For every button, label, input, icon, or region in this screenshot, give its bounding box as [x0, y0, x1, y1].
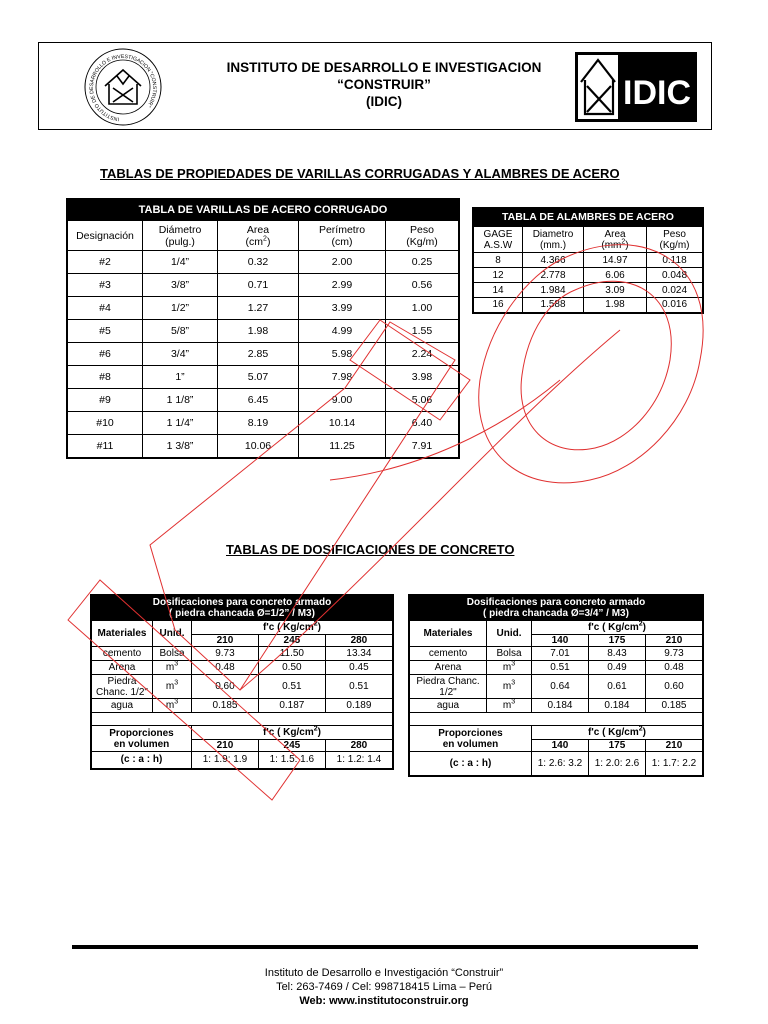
table-row [473, 283, 703, 298]
cell-ratio: 1: 1.2: 1.4 [325, 752, 393, 769]
cell-area: 3.09 [584, 283, 647, 298]
cell-gage: 12 [473, 268, 523, 283]
table-row [67, 366, 459, 389]
cell-area: 5.07 [218, 366, 299, 389]
cell-peso: 6.40 [386, 412, 460, 435]
rebar-table [66, 198, 460, 459]
cell-area: 14.97 [584, 253, 647, 268]
cell-value: 0.60 [645, 675, 703, 699]
cell-material: agua [409, 699, 487, 713]
section-title-properties: TABLAS DE PROPIEDADES DE VARILLAS CORRUGADAS Y ALAMBRES DE ACERO [100, 166, 620, 181]
cell-value: 0.64 [532, 675, 589, 699]
cell-perimetro: 7.98 [299, 366, 386, 389]
table-row [67, 274, 459, 297]
table-row [67, 251, 459, 274]
cell-area: 0.32 [218, 251, 299, 274]
footer [0, 966, 768, 1008]
table-row [67, 297, 459, 320]
cell-diametro: 5/8” [143, 320, 218, 343]
dosage-half-spacer [91, 713, 393, 726]
cell-peso: 0.56 [386, 274, 460, 297]
cell-area: 6.06 [584, 268, 647, 283]
cell-designacion: #9 [67, 389, 143, 412]
cell-diametro: 1” [143, 366, 218, 389]
cell-area: 2.85 [218, 343, 299, 366]
prop-strength-header: 210 [192, 740, 259, 752]
col-header-designacion: Designación [67, 221, 143, 251]
strength-header: 140 [532, 635, 589, 647]
cell-unit: Bolsa [153, 647, 192, 661]
cell-ratio: 1: 2.6: 3.2 [532, 752, 589, 776]
header-line-1: INSTITUTO DE DESARROLLO E INVESTIGACION [226, 60, 542, 75]
cell-unit: $m^3$ [487, 661, 532, 675]
cell-diametro: 1 3/8” [143, 435, 218, 459]
cell-value: 0.48 [192, 661, 259, 675]
cell-material: Piedra Chanc. 1/2" [91, 675, 153, 699]
institute-name [199, 59, 569, 110]
cell-perimetro: 4.99 [299, 320, 386, 343]
cell-value: 11.50 [258, 647, 325, 661]
cell-value: 0.187 [258, 699, 325, 713]
cell-area: 1.98 [218, 320, 299, 343]
cell-value: 0.184 [532, 699, 589, 713]
strength-header: 210 [192, 635, 259, 647]
cell-diametro: 1.984 [523, 283, 584, 298]
cell-unit: $m^3$ [487, 699, 532, 713]
cell-area: 6.45 [218, 389, 299, 412]
cell-value: 0.49 [588, 661, 645, 675]
dosage-table-half-inch [90, 594, 394, 770]
cell-diametro: 2.778 [523, 268, 584, 283]
prop-strength-header: 140 [532, 740, 589, 752]
table-row [409, 675, 703, 699]
cell-perimetro: 11.25 [299, 435, 386, 459]
cell-area: 1.98 [584, 298, 647, 313]
col-header-peso: Peso (Kg/m) [386, 221, 460, 251]
cell-value: 0.51 [532, 661, 589, 675]
cell-perimetro: 3.99 [299, 297, 386, 320]
cell-value: 9.73 [192, 647, 259, 661]
cell-area: 8.19 [218, 412, 299, 435]
cell-designacion: #5 [67, 320, 143, 343]
col-header-diametro: Diámetro (pulg.) [143, 221, 218, 251]
cell-gage: 14 [473, 283, 523, 298]
dosage-half-ratio-label: (c : a : h) [91, 752, 192, 769]
cell-area: 1.27 [218, 297, 299, 320]
cell-peso: 3.98 [386, 366, 460, 389]
cell-peso: 0.024 [647, 283, 704, 298]
cell-value: 13.34 [325, 647, 393, 661]
table-row [473, 253, 703, 268]
cell-material: agua [91, 699, 153, 713]
section-title-dosage: TABLAS DE DOSIFICACIONES DE CONCRETO [226, 542, 515, 557]
dosage-table-three-quarter-inch [408, 594, 704, 777]
cell-ratio: 1: 1.9: 1.9 [192, 752, 259, 769]
dosage-tq-fc-header: f'c ( $Kg/cm^2$) [532, 621, 704, 635]
table-row [473, 268, 703, 283]
cell-value: 7.01 [532, 647, 589, 661]
cell-designacion: #10 [67, 412, 143, 435]
header-box [38, 42, 712, 130]
cell-value: 0.189 [325, 699, 393, 713]
cell-material: Arena [91, 661, 153, 675]
cell-value: 0.184 [588, 699, 645, 713]
cell-value: 0.185 [192, 699, 259, 713]
cell-unit: $m^3$ [153, 699, 192, 713]
cell-ratio: 1: 2.0: 2.6 [588, 752, 645, 776]
table-row [67, 389, 459, 412]
cell-value: 0.51 [325, 675, 393, 699]
cell-gage: 8 [473, 253, 523, 268]
dosage-half-title: Dosificaciones para concreto armado ( piedra chancada Ø=1/2” / M3) [91, 595, 393, 621]
col-header-gage: GAGE A.S.W [473, 227, 523, 253]
table-row [67, 320, 459, 343]
cell-ratio: 1: 1.7: 2.2 [645, 752, 703, 776]
cell-material: cemento [409, 647, 487, 661]
cell-area: 0.71 [218, 274, 299, 297]
cell-value: 0.50 [258, 661, 325, 675]
col-header-diametro-mm: Diametro (mm.) [523, 227, 584, 253]
table-row [91, 699, 393, 713]
cell-perimetro: 2.00 [299, 251, 386, 274]
col-header-peso-kgm: Peso (Kg/m) [647, 227, 704, 253]
col-header-perimetro: Perímetro (cm) [299, 221, 386, 251]
cell-value: 0.60 [192, 675, 259, 699]
cell-peso: 1.00 [386, 297, 460, 320]
cell-material: cemento [91, 647, 153, 661]
cell-value: 0.45 [325, 661, 393, 675]
cell-gage: 16 [473, 298, 523, 313]
cell-value: 0.61 [588, 675, 645, 699]
table-row [473, 298, 703, 313]
prop-strength-header: 175 [588, 740, 645, 752]
col-header-area-mm: Area $(mm^2)$ [584, 227, 647, 253]
strength-header: 280 [325, 635, 393, 647]
wire-table-title: TABLA DE ALAMBRES DE ACERO [473, 208, 703, 227]
strength-header: 175 [588, 635, 645, 647]
dosage-half-fc-header-2: f'c ( $Kg/cm^2$) [192, 726, 394, 740]
dosage-half-col-unid: Unid. [153, 621, 192, 647]
dosage-tq-col-unid: Unid. [487, 621, 532, 647]
cell-diametro: 1/2” [143, 297, 218, 320]
prop-strength-header: 280 [325, 740, 393, 752]
cell-value: 9.73 [645, 647, 703, 661]
cell-perimetro: 10.14 [299, 412, 386, 435]
wire-table [472, 207, 704, 314]
footer-divider [72, 945, 698, 949]
cell-diametro: 4.366 [523, 253, 584, 268]
cell-designacion: #6 [67, 343, 143, 366]
cell-designacion: #2 [67, 251, 143, 274]
footer-contact: Tel: 263-7469 / Cel: 998718415 Lima – Perú [276, 981, 492, 993]
cell-unit: $m^3$ [487, 675, 532, 699]
dosage-half-proportions-label: Proporciones en volumen [91, 726, 192, 752]
prop-strength-header: 245 [258, 740, 325, 752]
col-header-area: Area $(cm^2)$ [218, 221, 299, 251]
dosage-tq-col-materiales: Materiales [409, 621, 487, 647]
institute-seal-logo [79, 46, 167, 128]
header-line-3: (IDIC) [366, 94, 402, 109]
table-row [91, 661, 393, 675]
dosage-tq-spacer [409, 713, 703, 726]
cell-designacion: #4 [67, 297, 143, 320]
cell-value: 0.48 [645, 661, 703, 675]
cell-designacion: #8 [67, 366, 143, 389]
header-line-2: “CONSTRUIR” [337, 77, 431, 92]
cell-diametro: 3/4” [143, 343, 218, 366]
table-row [91, 647, 393, 661]
cell-unit: Bolsa [487, 647, 532, 661]
idic-logo-text: IDIC [623, 74, 691, 112]
strength-header: 210 [645, 635, 703, 647]
cell-perimetro: 9.00 [299, 389, 386, 412]
cell-diametro: 1 1/4” [143, 412, 218, 435]
cell-peso: 0.25 [386, 251, 460, 274]
footer-institute: Instituto de Desarrollo e Investigación “Construir” [264, 967, 504, 979]
cell-perimetro: 2.99 [299, 274, 386, 297]
cell-peso: 0.048 [647, 268, 704, 283]
dosage-half-col-materiales: Materiales [91, 621, 153, 647]
cell-peso: 7.91 [386, 435, 460, 459]
cell-perimetro: 5.98 [299, 343, 386, 366]
cell-value: 8.43 [588, 647, 645, 661]
rebar-table-title: TABLA DE VARILLAS DE ACERO CORRUGADO [67, 199, 459, 221]
dosage-tq-fc-header-2: f'c ( $Kg/cm^2$) [532, 726, 704, 740]
dosage-half-fc-header: f'c ( $Kg/cm^2$) [192, 621, 394, 635]
table-row [409, 661, 703, 675]
strength-header: 245 [258, 635, 325, 647]
cell-diametro: 1.588 [523, 298, 584, 313]
cell-peso: 0.118 [647, 253, 704, 268]
cell-peso: 0.016 [647, 298, 704, 313]
cell-peso: 1.55 [386, 320, 460, 343]
cell-unit: $m^3$ [153, 675, 192, 699]
table-row [409, 699, 703, 713]
cell-area: 10.06 [218, 435, 299, 459]
footer-web: Web: www.institutoconstruir.org [299, 995, 469, 1007]
cell-peso: 5.06 [386, 389, 460, 412]
cell-diametro: 3/8” [143, 274, 218, 297]
prop-strength-header: 210 [645, 740, 703, 752]
table-row [409, 647, 703, 661]
table-row [67, 412, 459, 435]
svg-text:INSTITUTO DE DESARROLLO E INVE: INSTITUTO DE DESARROLLO E INVESTIGACION "CONSTRUIR" [89, 53, 158, 122]
cell-value: 0.185 [645, 699, 703, 713]
cell-value: 0.51 [258, 675, 325, 699]
table-row [67, 343, 459, 366]
cell-peso: 2.24 [386, 343, 460, 366]
cell-material: Piedra Chanc. 1/2" [409, 675, 487, 699]
cell-material: Arena [409, 661, 487, 675]
cell-diametro: 1 1/8” [143, 389, 218, 412]
dosage-tq-ratio-label: (c : a : h) [409, 752, 532, 776]
table-row [67, 435, 459, 459]
dosage-tq-proportions-label: Proporciones en volumen [409, 726, 532, 752]
cell-designacion: #3 [67, 274, 143, 297]
cell-diametro: 1/4” [143, 251, 218, 274]
table-row [91, 675, 393, 699]
idic-logo [575, 52, 697, 122]
cell-unit: $m^3$ [153, 661, 192, 675]
cell-designacion: #11 [67, 435, 143, 459]
dosage-tq-title: Dosificaciones para concreto armado ( piedra chancada Ø=3/4” / M3) [409, 595, 703, 621]
cell-ratio: 1: 1.5: 1.6 [258, 752, 325, 769]
